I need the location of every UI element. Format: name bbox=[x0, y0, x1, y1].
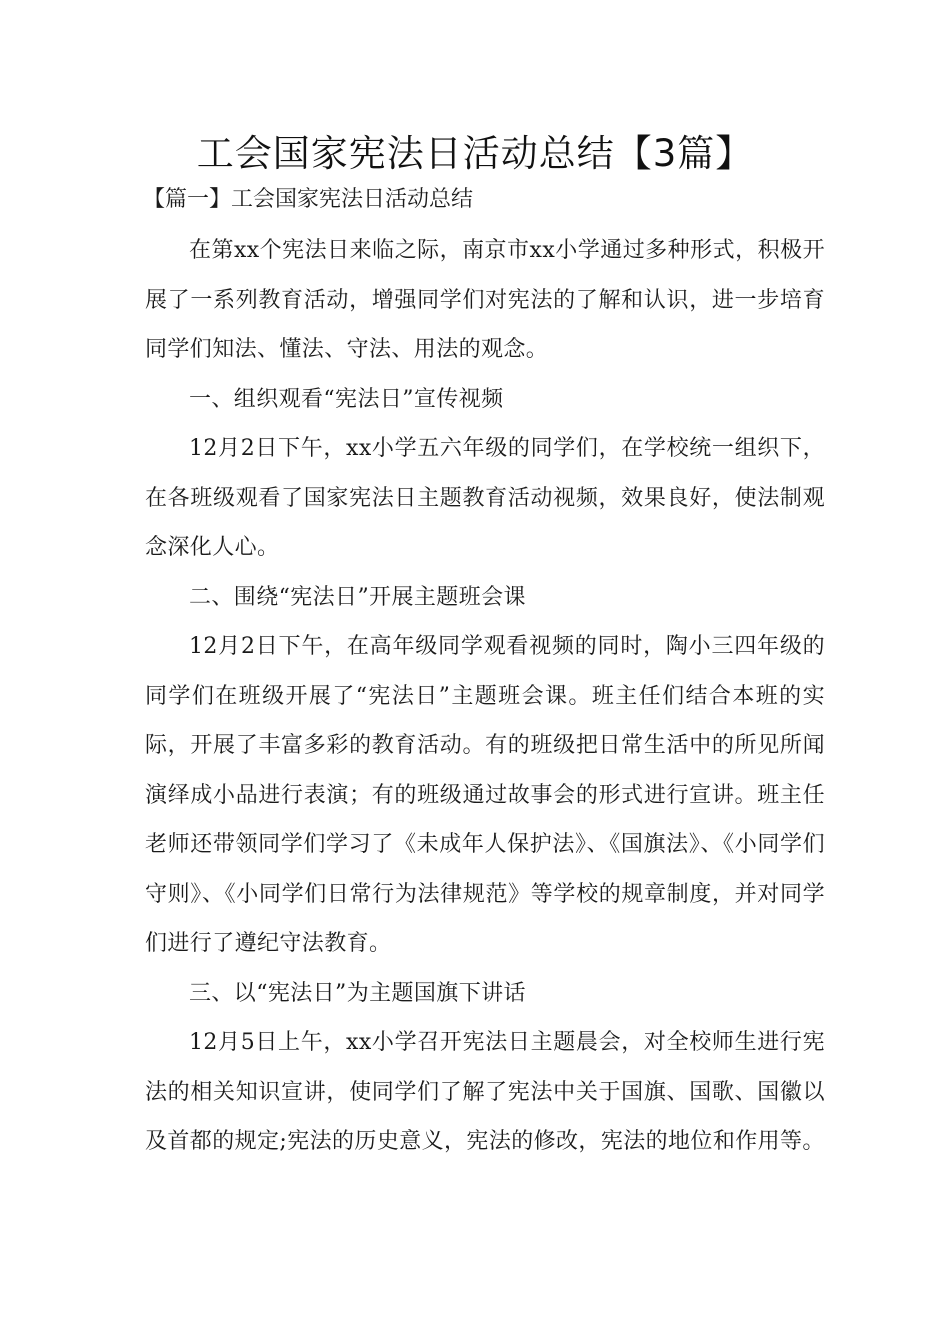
paragraph-2: 12月2日下午，在高年级同学观看视频的同时，陶小三四年级的同学们在班级开展了“宪法日”主题班会课。班主任们结合本班的实际，开展了丰富多彩的教育活动。有的班级把日常生活中的所见所闻演绎成小品进行表演；有的班级通过故事会的形式进行宣讲。班主任老师还带领同学们学习了《未成年人保护法》、《国旗法》、《小同学们守则》、《小同学们日常行为法律规范》等学校的规章制度，并对同学们进行了遵纪守法教育。 bbox=[145, 634, 825, 956]
section-heading-1: 一、组织观看“宪法日”宣传视频 bbox=[189, 386, 504, 412]
intro-paragraph: 在第xx个宪法日来临之际，南京市xx小学通过多种形式，积极开展了一系列教育活动，增强同学们对宪法的了解和认识，进一步培育同学们知法、懂法、守法、用法的观念。 bbox=[145, 238, 825, 362]
paragraph-1: 12月2日下午，xx小学五六年级的同学们，在学校统一组织下，在各班级观看了国家宪法日主题教育活动视频，效果良好，使法制观念深化人心。 bbox=[145, 436, 825, 560]
document-body bbox=[145, 226, 825, 1167]
paragraph-3: 12月5日上午，xx小学召开宪法日主题晨会，对全校师生进行宪法的相关知识宣讲，使同学们了解了宪法中关于国旗、国歌、国徽以及首都的规定;宪法的历史意义，宪法的修改，宪法的地位和作用等。 bbox=[145, 1030, 825, 1154]
section-heading-3: 三、以“宪法日”为主题国旗下讲话 bbox=[189, 980, 526, 1006]
section-heading-2: 二、围绕“宪法日”开展主题班会课 bbox=[189, 584, 526, 610]
section-label: 【篇一】工会国家宪法日活动总结 bbox=[143, 187, 474, 212]
document-title: 工会国家宪法日活动总结【3篇】 bbox=[196, 132, 754, 175]
